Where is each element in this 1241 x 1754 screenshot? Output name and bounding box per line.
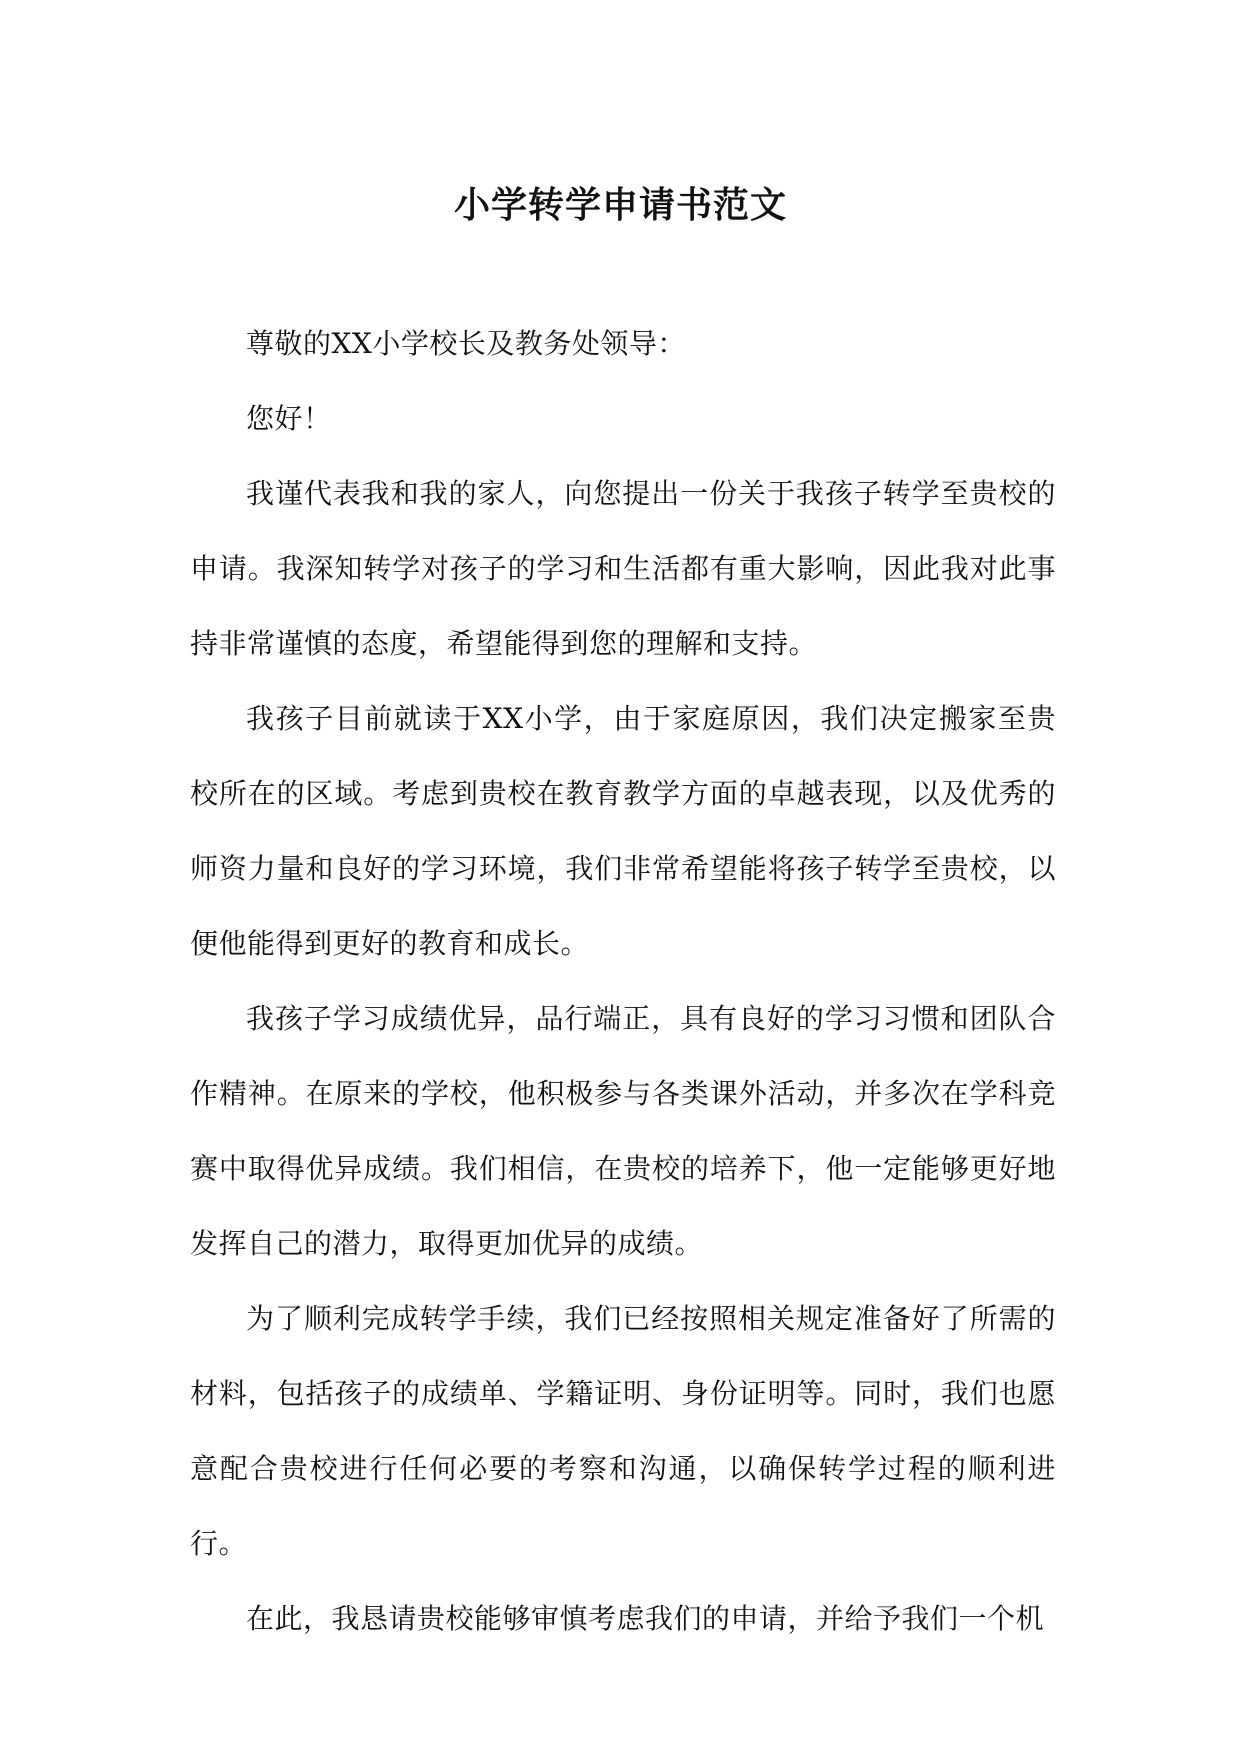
letter-body: [190, 306, 1056, 1656]
body-paragraph: 我孩子目前就读于XX小学，由于家庭原因，我们决定搬家至贵校所在的区域。考虑到贵校在教育教学方面的卓越表现，以及优秀的师资力量和良好的学习环境，我们非常希望能将孩子转学至贵校，以便他能得到更好的教育和成长。: [190, 702, 1056, 960]
body-paragraph: 我孩子学习成绩优异，品行端正，具有良好的学习习惯和团队合作精神。在原来的学校，他积极参与各类课外活动，并多次在学科竞赛中取得优异成绩。我们相信，在贵校的培养下，他一定能够更好地发挥自己的潜力，取得更加优异的成绩。: [190, 1002, 1056, 1260]
document-title: 小学转学申请书范文: [453, 184, 787, 226]
greeting: 您好！: [246, 402, 332, 435]
body-paragraph: 为了顺利完成转学手续，我们已经按照相关规定准备好了所需的材料，包括孩子的成绩单、学籍证明、身份证明等。同时，我们也愿意配合贵校进行任何必要的考察和沟通，以确保转学过程的顺利进行。: [190, 1302, 1056, 1560]
salutation: 尊敬的XX小学校长及教务处领导：: [246, 327, 686, 360]
body-paragraph: 在此，我恳请贵校能够审慎考虑我们的申请，并给予我们一个机: [246, 1602, 1045, 1635]
body-paragraph: 我谨代表我和我的家人，向您提出一份关于我孩子转学至贵校的申请。我深知转学对孩子的学习和生活都有重大影响，因此我对此事持非常谨慎的态度，希望能得到您的理解和支持。: [190, 477, 1056, 660]
